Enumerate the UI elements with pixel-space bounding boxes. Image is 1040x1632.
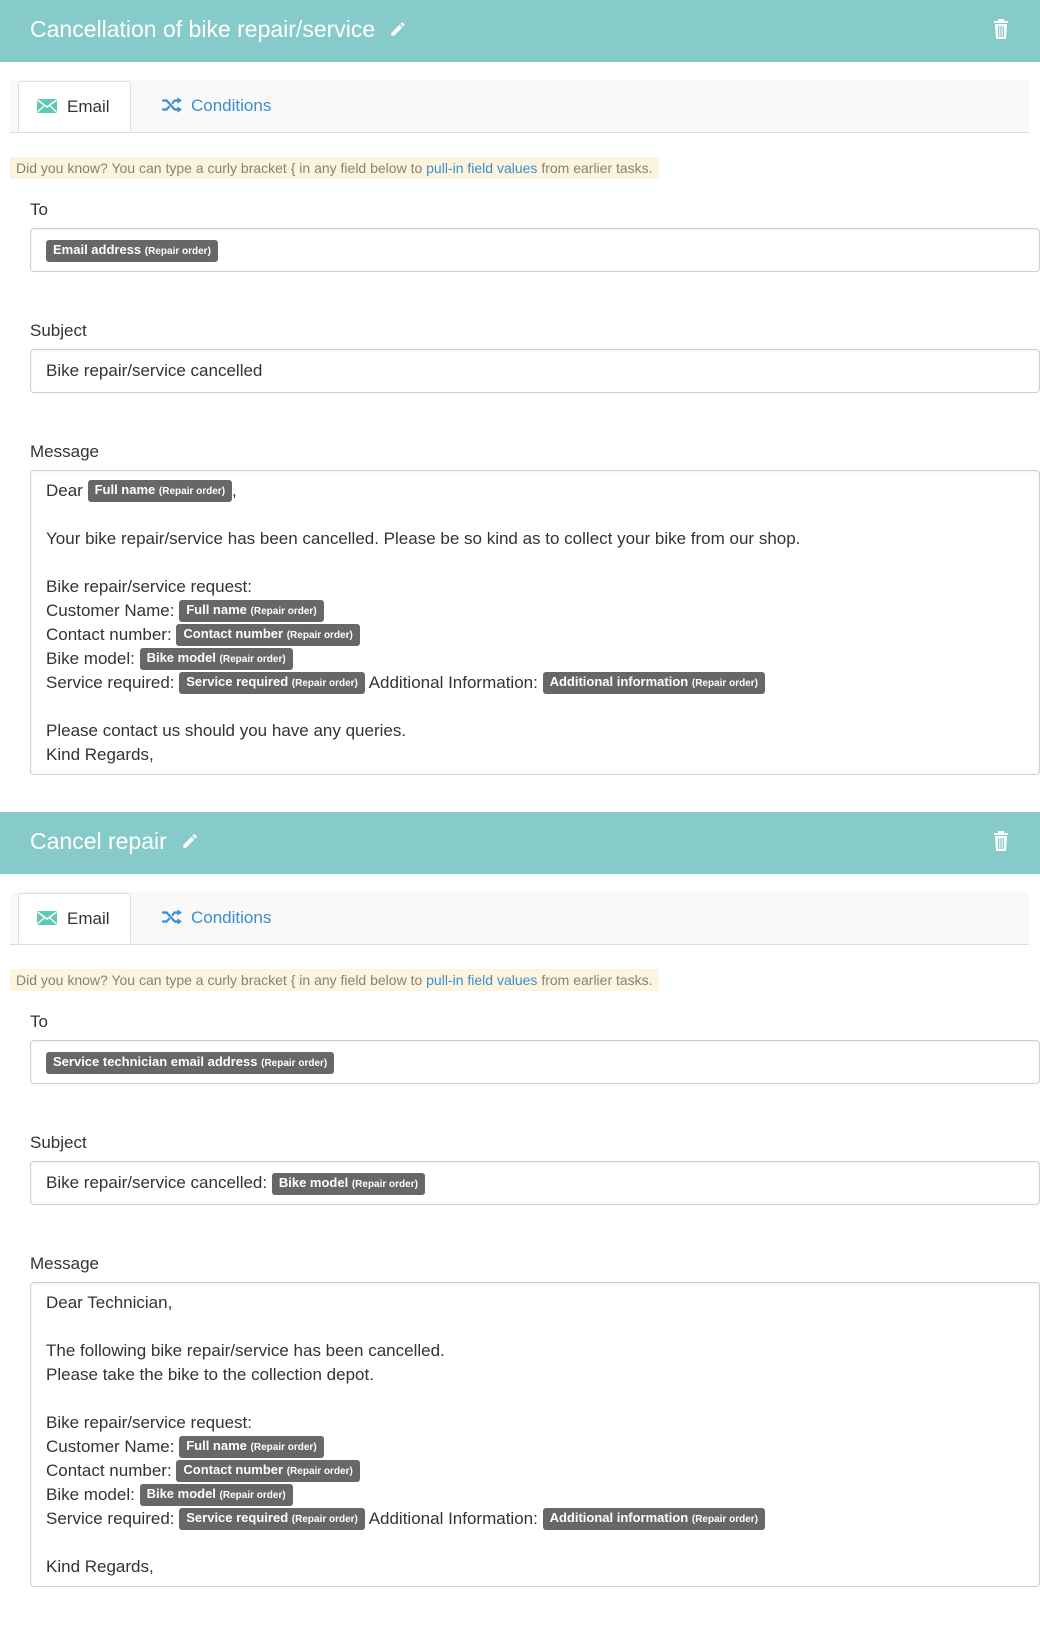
contact-number-label: Contact number: xyxy=(46,1461,172,1480)
token-source: (Repair order) xyxy=(250,1442,317,1453)
token-name: Service technician email address xyxy=(53,1054,258,1069)
token-source: (Repair order) xyxy=(219,654,286,665)
token-source: (Repair order) xyxy=(351,1179,418,1190)
field-token[interactable] xyxy=(543,1508,765,1530)
message-line xyxy=(46,1483,1024,1507)
tab-email-label: Email xyxy=(67,97,110,116)
message-line: The following bike repair/service has been cancelled. xyxy=(46,1341,445,1360)
blank-line xyxy=(46,695,1024,719)
token-name: Full name xyxy=(186,602,247,617)
message-line: Your bike repair/service has been cancelled. Please be so kind as to collect your bike from our shop. xyxy=(46,529,801,548)
blank-line xyxy=(46,1387,1024,1411)
message-line: Please take the bike to the collection depot. xyxy=(46,1365,374,1384)
message-line xyxy=(46,647,1024,671)
token-source: (Repair order) xyxy=(291,678,358,689)
additional-information-label: Additional Information: xyxy=(368,673,538,692)
field-token[interactable] xyxy=(179,600,323,622)
tab-conditions-label: Conditions xyxy=(191,908,272,927)
shuffle-icon xyxy=(161,908,183,926)
message-line xyxy=(46,599,1024,623)
tab-email-label: Email xyxy=(67,909,110,928)
field-token[interactable] xyxy=(176,624,359,646)
token-source: (Repair order) xyxy=(261,1058,328,1069)
token-name: Email address xyxy=(53,242,142,257)
token-name: Contact number xyxy=(183,1462,284,1477)
field-token[interactable] xyxy=(272,1173,425,1195)
field-token[interactable] xyxy=(179,1508,365,1530)
task-title-text: Cancel repair xyxy=(30,828,167,854)
tip-text-after: from earlier tasks. xyxy=(537,160,653,176)
message-line xyxy=(46,1507,1024,1531)
token-source: (Repair order) xyxy=(286,630,353,641)
blank-line xyxy=(46,1315,1024,1339)
subject-field[interactable] xyxy=(30,1161,1040,1205)
tip-text-before: Did you know? You can type a curly bracket { in any field below to xyxy=(16,160,427,176)
token-source: (Repair order) xyxy=(691,678,758,689)
pencil-icon[interactable] xyxy=(389,20,407,38)
service-required-label: Service required: xyxy=(46,1509,175,1528)
trash-icon[interactable] xyxy=(993,831,1009,851)
field-token[interactable] xyxy=(88,480,232,502)
field-token[interactable] xyxy=(543,672,765,694)
message-line xyxy=(46,1459,1024,1483)
message-line: Dear Technician, xyxy=(46,1293,173,1312)
token-name: Additional information xyxy=(549,674,689,689)
message-label: Message xyxy=(30,442,99,461)
field-token[interactable] xyxy=(179,672,365,694)
bike-model-label: Bike model: xyxy=(46,1485,135,1504)
token-source: (Repair order) xyxy=(286,1466,353,1477)
customer-name-label: Customer Name: xyxy=(46,1437,175,1456)
subject-text: Bike repair/service cancelled xyxy=(46,361,263,380)
blank-line xyxy=(46,551,1024,575)
tab-conditions[interactable] xyxy=(151,893,281,944)
task-title[interactable] xyxy=(30,826,199,856)
shuffle-icon xyxy=(161,96,183,114)
message-line xyxy=(46,671,1024,695)
contact-number-label: Contact number: xyxy=(46,625,172,644)
tab-conditions-label: Conditions xyxy=(191,96,272,115)
service-required-label: Service required: xyxy=(46,673,175,692)
bike-model-label: Bike model: xyxy=(46,649,135,668)
field-token[interactable] xyxy=(140,1484,293,1506)
token-name: Additional information xyxy=(549,1510,689,1525)
task-title-text: Cancellation of bike repair/service xyxy=(30,16,376,42)
token-name: Service required xyxy=(186,1510,289,1525)
message-label: Message xyxy=(30,1254,99,1273)
pull-in-tip xyxy=(10,969,659,991)
greeting-text: Dear xyxy=(46,481,83,500)
blank-line xyxy=(46,503,1024,527)
token-source: (Repair order) xyxy=(291,1514,358,1525)
message-line: Bike repair/service request: xyxy=(46,577,252,596)
token-name: Full name xyxy=(94,482,156,497)
tip-text-before: Did you know? You can type a curly bracket { in any field below to xyxy=(16,972,427,988)
message-line: Kind Regards, xyxy=(46,1557,154,1576)
token-name: Bike model xyxy=(146,650,216,665)
field-token[interactable] xyxy=(46,1052,334,1074)
message-line xyxy=(46,623,1024,647)
to-label: To xyxy=(30,200,48,219)
field-token[interactable] xyxy=(179,1436,323,1458)
task-header xyxy=(0,812,1040,874)
subject-field[interactable] xyxy=(30,349,1040,393)
token-source: (Repair order) xyxy=(250,606,317,617)
message-field[interactable] xyxy=(30,1282,1040,1587)
message-line: Please contact us should you have any queries. xyxy=(46,721,407,740)
pull-in-tip xyxy=(10,157,659,179)
token-name: Full name xyxy=(186,1438,247,1453)
tab-conditions[interactable] xyxy=(151,81,281,132)
message-line xyxy=(46,1435,1024,1459)
token-name: Bike model xyxy=(278,1175,349,1190)
to-field[interactable] xyxy=(30,1040,1040,1084)
tab-bar xyxy=(10,892,1029,945)
pull-in-field-values-link[interactable]: pull-in field values xyxy=(426,972,538,988)
token-name: Bike model xyxy=(146,1486,216,1501)
customer-name-label: Customer Name: xyxy=(46,601,175,620)
task-header xyxy=(0,0,1040,62)
additional-information-label: Additional Information: xyxy=(368,1509,538,1528)
tab-bar xyxy=(10,80,1029,133)
token-source: (Repair order) xyxy=(691,1514,758,1525)
token-source: (Repair order) xyxy=(219,1490,286,1501)
task-title[interactable] xyxy=(30,14,407,44)
tab-email[interactable] xyxy=(18,893,131,944)
field-token[interactable] xyxy=(46,240,218,262)
pencil-icon[interactable] xyxy=(181,832,199,850)
envelope-icon xyxy=(37,911,57,925)
subject-label: Subject xyxy=(30,321,87,340)
message-line: Kind Regards, xyxy=(46,745,154,764)
to-field[interactable] xyxy=(30,228,1040,272)
subject-text: Bike repair/service cancelled: xyxy=(46,1173,268,1192)
field-token[interactable] xyxy=(176,1460,359,1482)
trash-icon[interactable] xyxy=(993,19,1009,39)
token-source: (Repair order) xyxy=(144,246,211,257)
field-token[interactable] xyxy=(140,648,293,670)
greeting-punctuation: , xyxy=(232,481,237,500)
message-field[interactable] xyxy=(30,470,1040,775)
subject-label: Subject xyxy=(30,1133,87,1152)
tip-text-after: from earlier tasks. xyxy=(537,972,653,988)
to-label: To xyxy=(30,1012,48,1031)
token-name: Contact number xyxy=(183,626,284,641)
envelope-icon xyxy=(37,99,57,113)
token-source: (Repair order) xyxy=(158,486,226,497)
message-line xyxy=(46,479,1024,503)
blank-line xyxy=(46,1531,1024,1555)
tab-email[interactable] xyxy=(18,81,131,132)
message-line: Bike repair/service request: xyxy=(46,1413,252,1432)
token-name: Service required xyxy=(186,674,289,689)
pull-in-field-values-link[interactable]: pull-in field values xyxy=(426,160,538,176)
